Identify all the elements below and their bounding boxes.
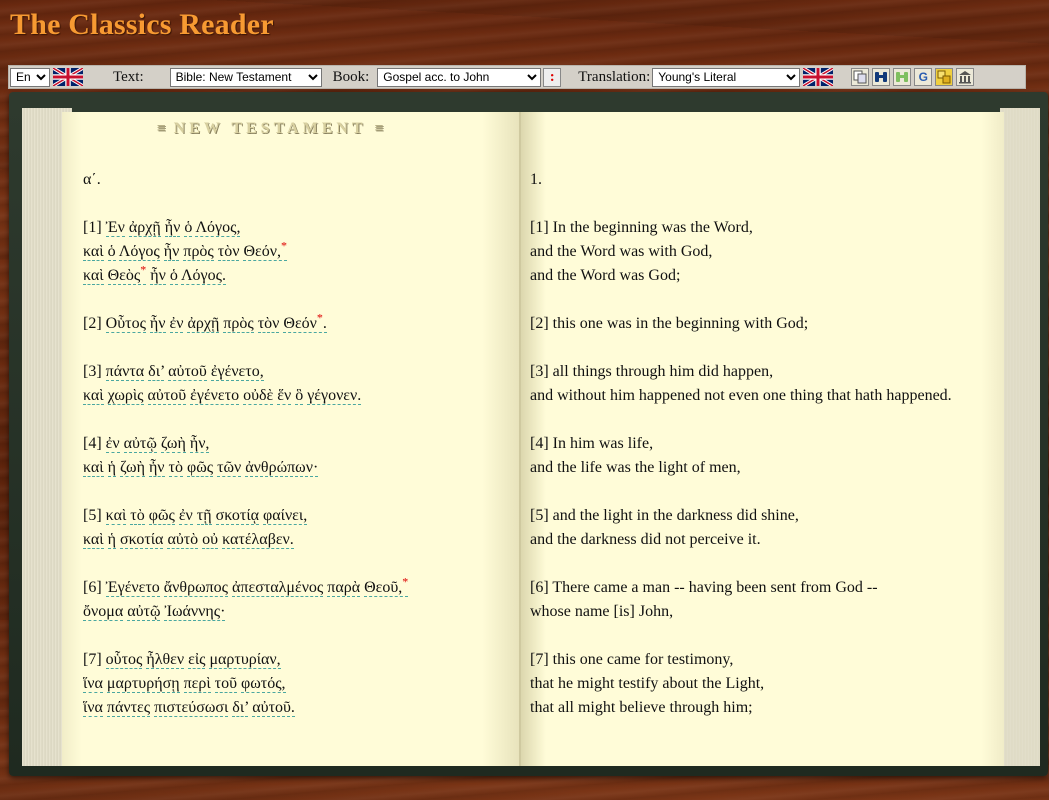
greek-word-link[interactable]: Ἐγένετο [105,579,160,596]
greek-word-link[interactable]: πάντες [106,699,151,716]
verse-number: [6] [83,579,102,596]
greek-word-link[interactable]: τὸν [257,315,280,332]
language-select[interactable] [10,68,50,87]
greek-word-link[interactable]: Θεόν*. [283,310,327,332]
greek-word-link[interactable]: Λόγος. [180,267,226,284]
greek-word-link[interactable]: χωρὶς [107,387,144,404]
greek-word-link[interactable]: πάντα [105,363,145,380]
verse-line [83,504,408,528]
greek-word-link[interactable]: ἐγένετο [190,387,240,404]
verse-number: [7] [83,651,102,668]
verse-line [83,216,408,240]
greek-word-link[interactable]: αὐτῷ [127,603,161,620]
greek-word-link[interactable]: ἐγένετο, [210,363,264,380]
verse [83,504,408,552]
greek-word-link[interactable]: φαίνει, [263,507,308,524]
greek-word-link[interactable]: οὐ [202,531,219,548]
verse-number: [4] [83,435,102,452]
greek-word-link[interactable]: ἕν [277,387,292,404]
greek-word-link[interactable]: Οὗτος [105,315,146,332]
greek-word-link[interactable]: αὐτοῦ [168,363,207,380]
translation-page [521,112,1004,766]
toolbar [8,65,1026,89]
greek-word-link[interactable]: ἦν [149,315,166,332]
greek-word-link[interactable]: φωτός, [241,675,286,692]
verse-line: [1] In the beginning was the Word, [530,219,753,236]
greek-word-link[interactable]: ὁ [107,243,116,260]
verse [530,312,952,336]
greek-word-link[interactable]: αὐτῷ [123,435,157,452]
greek-word-link[interactable]: ἀρχῇ [128,219,161,236]
greek-word-link[interactable]: τῶν [217,459,242,476]
greek-word-link[interactable]: σκοτίᾳ [215,507,260,524]
greek-word-link[interactable]: τῇ [196,507,212,524]
verse [530,360,952,408]
greek-word-link[interactable]: ἀνθρώπων· [245,459,319,476]
binoculars-icon[interactable] [872,68,890,86]
verse-line: that all might believe through him; [530,699,753,716]
verse-line: that he might testify about the Light, [530,675,765,692]
verse [83,312,408,336]
greek-word-link[interactable]: οὗτος [105,651,143,668]
greek-word-link[interactable]: οὐδὲ [243,387,274,404]
verse-line: and the Word was God; [530,267,681,284]
greek-word-link[interactable]: ὁ [184,219,193,236]
greek-word-link[interactable]: ὃ [295,387,304,404]
verse-line [83,384,408,408]
verse-line [83,600,408,624]
greek-word-link[interactable]: δι’ [232,699,249,716]
greek-word-link[interactable]: ἐν [105,435,120,452]
greek-word-link[interactable]: καὶ [83,459,104,476]
footnote-marker[interactable]: * [140,262,147,277]
greek-word-link[interactable]: τὸ [130,507,145,524]
uk-flag-icon[interactable] [53,68,83,86]
verse-line: and without him happened not even one thing that hath happened. [530,387,952,404]
greek-word-link[interactable]: Ἐν [105,219,125,236]
verse-line [83,672,408,696]
verse-line [83,648,408,672]
greek-word-link[interactable]: τοῦ [214,675,238,692]
greek-word-link[interactable]: ἐν [178,507,193,524]
greek-word-link[interactable]: Λόγος, [195,219,241,236]
copy-icon[interactable] [851,68,869,86]
testament-header: ≡ NEW TESTAMENT ≡ [156,120,384,137]
greek-word-link[interactable]: πιστεύσωσι [154,699,229,716]
greek-word-link[interactable]: πρὸς [223,315,254,332]
verse-line [83,696,408,720]
chapter-number: α΄. [83,171,101,188]
verse-line [83,456,408,480]
greek-word-link[interactable]: τὸν [217,243,240,260]
greek-word-link[interactable]: φῶς [148,507,175,524]
greek-word-link[interactable]: δι’ [148,363,165,380]
verse [83,576,408,624]
greek-word-link[interactable]: Θεὸς* [107,262,147,284]
verse-line: [4] In him was life, [530,435,654,452]
verse [530,648,952,720]
verse-line [83,240,408,264]
greek-word-link[interactable]: καὶ [105,507,127,524]
greek-word-link[interactable]: Θεοῦ,* [364,574,409,596]
greek-word-link[interactable]: ἦν, [189,435,210,452]
verse-line [83,432,408,456]
greek-text [83,168,408,744]
greek-word-link[interactable]: καὶ [83,267,104,284]
greek-word-link[interactable]: ὁ [169,267,178,284]
greek-word-link[interactable]: φῶς [186,459,214,476]
greek-word-link[interactable]: αὐτοῦ [147,387,187,404]
verse-line [83,576,408,600]
library-icon[interactable] [956,68,974,86]
verse-line: and the Word was with God, [530,243,713,260]
verse [530,504,952,552]
green-binoculars-icon[interactable] [893,68,911,86]
verse-line [83,264,408,288]
greek-word-link[interactable]: ἦν [150,267,166,284]
greek-word-link[interactable]: ζωὴ [160,435,186,452]
footnote-marker[interactable]: * [316,310,323,325]
verse-line: whose name [is] John, [530,603,674,620]
greek-word-link[interactable]: ἵνα [83,675,103,692]
uk-flag-icon[interactable] [803,68,833,86]
translation-label: Translation: [578,68,651,85]
verse-line: [6] There came a man -- having been sent from God -- [530,579,878,596]
translation-text [530,168,952,744]
greek-word-link[interactable]: καὶ [83,243,104,260]
greek-word-link[interactable]: Θεόν,* [243,238,287,260]
greek-word-link[interactable]: αὐτὸ [167,531,199,548]
verse-line [83,312,408,336]
verse-line: [7] this one came for testimony, [530,651,734,668]
verse-number: [3] [83,363,102,380]
app-title: The Classics Reader [10,8,274,41]
greek-word-link[interactable]: ὄνομα [83,603,124,620]
greek-word-link[interactable]: ἦλθεν [146,651,185,668]
verse-line: and the life was the light of men, [530,459,741,476]
verse [530,576,952,624]
verse [83,648,408,720]
text-label: Text: [113,68,144,85]
verse-line: [3] all things through him did happen, [530,363,774,380]
greek-word-link[interactable]: γέγονεν. [307,387,362,404]
verse [530,216,952,288]
text-select[interactable] [170,68,322,87]
verse [83,216,408,288]
google-icon[interactable]: G [914,68,932,86]
chapter-number: 1. [530,171,542,188]
verse-line: [2] this one was in the beginning with God; [530,315,809,332]
greek-word-link[interactable]: πρὸς [183,243,214,260]
translation-select[interactable] [652,68,800,87]
greek-word-link[interactable]: ζωὴ [119,459,145,476]
greek-word-link[interactable]: καὶ [83,531,104,548]
greek-word-link[interactable]: τὸ [168,459,183,476]
greek-word-link[interactable]: εἰς [188,651,206,668]
dictionary-icon[interactable] [935,68,953,86]
greek-word-link[interactable]: σκοτία [119,531,164,548]
greek-word-link[interactable]: ἐν [169,315,184,332]
verse-number: [5] [83,507,102,524]
greek-word-link[interactable]: ἦν [164,219,181,236]
book-label: Book: [332,68,370,85]
verse [530,432,952,480]
greek-word-link[interactable]: ἀπεσταλμένος [232,579,324,596]
greek-word-link[interactable]: ἡ [107,531,116,548]
greek-word-link[interactable]: περὶ [183,675,211,692]
greek-word-link[interactable]: κατέλαβεν. [222,531,294,548]
verse [83,360,408,408]
greek-word-link[interactable]: ἀρχῇ [187,315,220,332]
greek-word-link[interactable]: αὐτοῦ. [252,699,295,716]
verse-line: and the darkness did not perceive it. [530,531,761,548]
greek-word-link[interactable]: παρὰ [327,579,361,596]
footnote-marker[interactable]: * [280,238,287,253]
footnote-marker[interactable]: * [402,574,409,589]
greek-word-link[interactable]: ἄνθρωπος [163,579,229,596]
greek-word-link[interactable]: καὶ [83,387,104,404]
greek-word-link[interactable]: Λόγος [118,243,160,260]
greek-word-link[interactable]: ἵνα [83,699,103,716]
greek-word-link[interactable]: μαρτυρίαν, [209,651,281,668]
greek-word-link[interactable]: μαρτυρήσῃ [106,675,180,692]
book-select[interactable] [377,68,541,87]
verse-line [83,360,408,384]
greek-word-link[interactable]: ἡ [107,459,116,476]
greek-word-link[interactable]: ἦν [148,459,165,476]
verse [83,432,408,480]
verse-number: [2] [83,315,102,332]
greek-word-link[interactable]: ἦν [163,243,180,260]
chapter-select-button[interactable]: : [543,68,561,87]
page-edges-right [1000,108,1040,766]
verse-line: [5] and the light in the darkness did shine, [530,507,799,524]
verse-number: [1] [83,219,102,236]
greek-word-link[interactable]: Ἰωάννης· [164,603,226,620]
verse-line [83,528,408,552]
greek-text-page [62,112,522,766]
